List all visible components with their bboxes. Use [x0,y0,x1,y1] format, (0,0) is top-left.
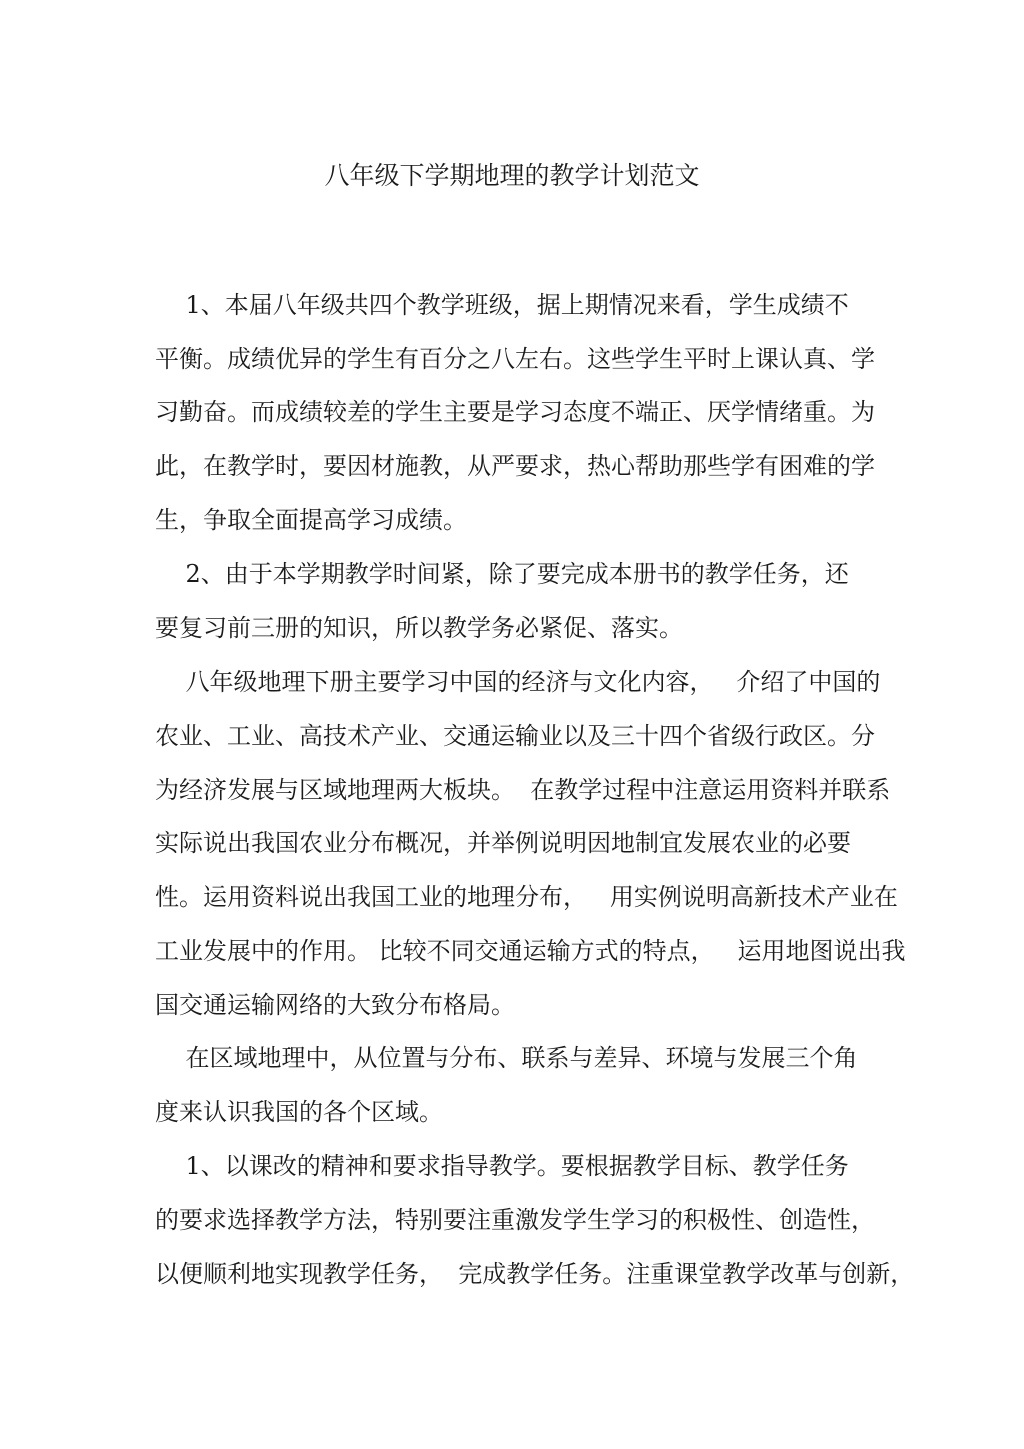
text-line: 八年级地理下册主要学习中国的经济与文化内容， 介绍了中国的 [155,668,881,696]
text-line: 性。运用资料说出我国工业的地理分布， 用实例说明高新技术产业在 [155,883,898,911]
text-line: 工业发展中的作用。 比较不同交通运输方式的特点， 运用地图说出我 [155,937,906,965]
text-line: 的要求选择教学方法，特别要注重激发学生学习的积极性、创造性， [155,1206,875,1234]
document-title: 八年级下学期地理的教学计划范文 [324,161,700,190]
text-line: 在区域地理中，从位置与分布、联系与差异、环境与发展三个角 [155,1044,858,1072]
text-line: 为经济发展与区域地理两大板块。 在教学过程中注意运用资料并联系 [155,776,891,804]
text-line: 度来认识我国的各个区域。 [155,1098,443,1126]
text-line: 2、由于本学期教学时间紧，除了要完成本册书的教学任务，还 [155,560,849,588]
text-line: 实际说出我国农业分布概况，并举例说明因地制宜发展农业的必要 [155,829,851,857]
text-line: 农业、工业、高技术产业、交通运输业以及三十四个省级行政区。分 [155,722,875,750]
text-line: 此，在教学时，要因材施教，从严要求，热心帮助那些学有困难的学 [155,452,875,480]
text-line: 要复习前三册的知识，所以教学务必紧促、落实。 [155,614,683,642]
text-line: 生，争取全面提高学习成绩。 [155,506,467,534]
text-line: 1、本届八年级共四个教学班级，据上期情况来看，学生成绩不 [155,291,849,319]
text-line: 以便顺利地实现教学任务， 完成教学任务。注重课堂教学改革与创新， [155,1260,915,1288]
text-line: 1、以课改的精神和要求指导教学。要根据教学目标、教学任务 [155,1152,849,1180]
text-line: 平衡。成绩优异的学生有百分之八左右。这些学生平时上课认真、学 [155,345,875,373]
text-line: 习勤奋。而成绩较差的学生主要是学习态度不端正、厌学情绪重。为 [155,398,875,426]
text-line: 国交通运输网络的大致分布格局。 [155,991,515,1019]
